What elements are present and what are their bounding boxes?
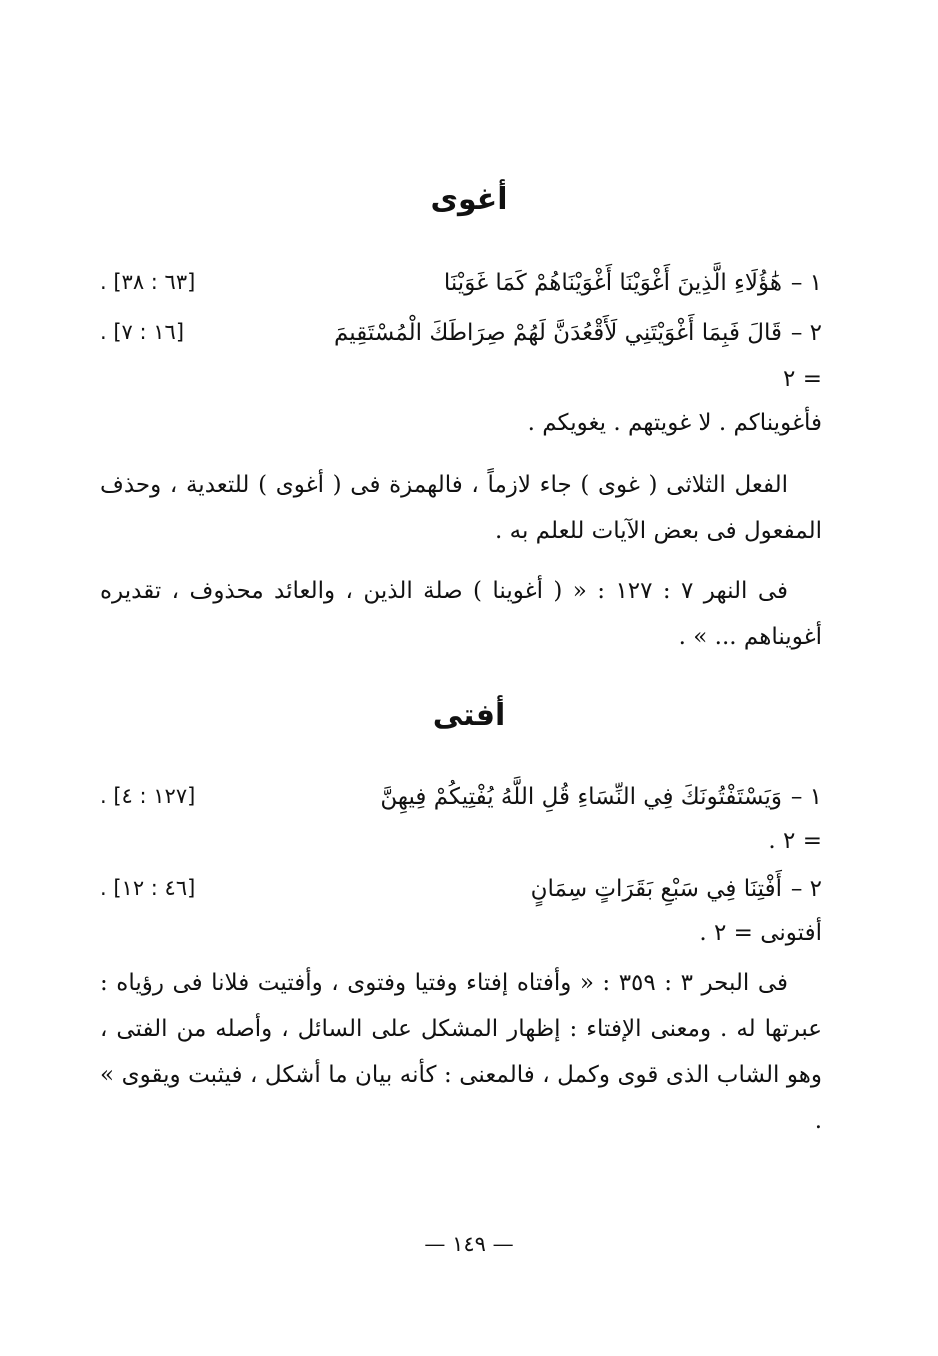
verse-number: ٢ –: [790, 876, 822, 902]
verse-reference: . [٤٦ : ١٢]: [100, 876, 196, 900]
derived-forms: فأغويناكم . لا غويتهم . يغويكم .: [527, 410, 822, 436]
verse-text: أَفْتِنَا فِي سَبْعِ بَقَرَاتٍ سِمَانٍ: [530, 876, 782, 902]
equals-mark: = ٢ .: [768, 828, 822, 854]
page-number: — ١٤٩ —: [424, 1232, 514, 1256]
verse-text: وَيَسْتَفْتُونَكَ فِي النِّسَاءِ قُلِ اللَّهُ يُفْتِيكُمْ فِيهِنَّ: [380, 784, 782, 810]
verse-text: هَٰؤُلَاءِ الَّذِينَ أَغْوَيْنَا أَغْوَيْنَاهُمْ كَمَا غَوَيْنَا: [443, 270, 782, 296]
verse-number: ٢ –: [790, 320, 822, 346]
verse-row: [100, 876, 822, 916]
verse-number: ١ –: [790, 784, 822, 810]
entry-heading-aghwa: أغوى: [430, 182, 508, 217]
verse-reference: . [٦٣ : ٣٨]: [100, 270, 196, 294]
verse-number: ١ –: [790, 270, 822, 296]
note-paragraph: الفعل الثلاثى ( غوى ) جاء لازماً ، فالهمزة فى ( أغوى ) للتعدية ، وحذف المفعول فى بعض الآيات للعلم به .: [100, 472, 822, 544]
verse-text: قَالَ فَبِمَا أَغْوَيْتَنِي لَأَقْعُدَنَّ لَهُمْ صِرَاطَكَ الْمُسْتَقِيمَ: [334, 320, 782, 346]
verse-row: [100, 270, 822, 310]
derived-forms: أفتونى = ٢ .: [699, 920, 822, 946]
verse-reference: . [١٦ : ٧]: [100, 320, 185, 344]
equals-mark: = ٢: [783, 366, 822, 392]
verse-row: [100, 784, 822, 824]
entry-heading-afta: أفتى: [432, 698, 506, 733]
note-paragraph: فى النهر ٧ : ١٢٧ : « ( أغوينا ) صلة الذين ، والعائد محذوف ، تقديره أغويناهم ... » .: [100, 578, 822, 650]
verse-row: [100, 320, 822, 360]
verse-reference: . [١٢٧ : ٤]: [100, 784, 196, 808]
note-paragraph: فى البحر ٣ : ٣٥٩ : « وأفتاه إفتاء وفتيا وفتوى ، وأفتيت فلانا فى رؤياه : عبرتها له . ومعنى الإفتاء : إظهار المشكل على السائل ، وأصله من الفتى ، وهو الشاب الذى قوى وكمل ، فالمعنى : كأنه بيان ما أشكل ، فيثبت ويقوى » .: [100, 970, 822, 1134]
